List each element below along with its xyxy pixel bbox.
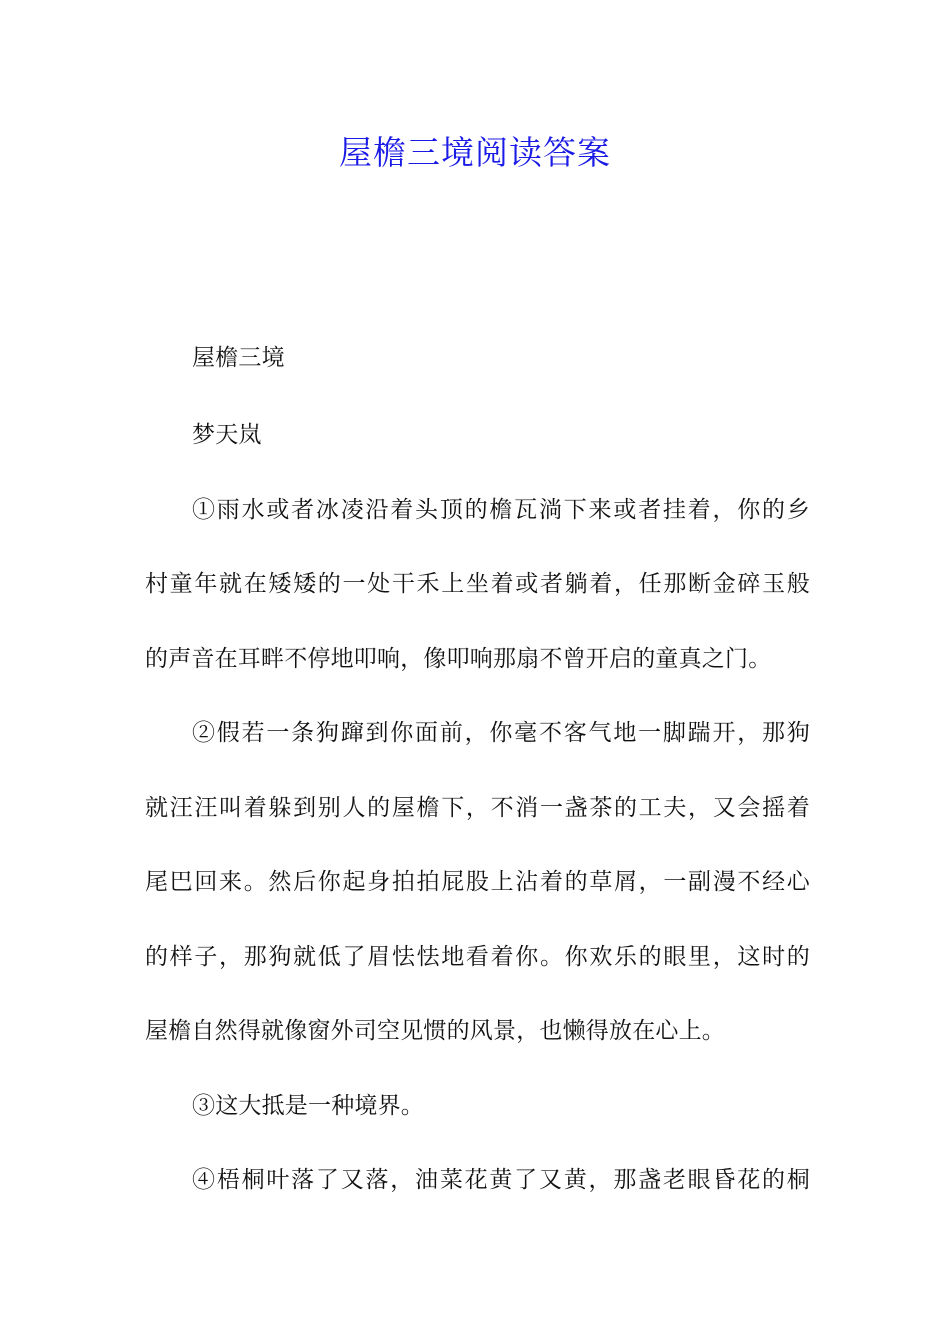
essay-title: 屋檐三境 — [192, 345, 285, 371]
paragraph-2-line-2: 就汪汪叫着躲到别人的屋檐下，不消一盏茶的工夫，又会摇着 — [145, 795, 810, 821]
paragraph-2-line-1: ②假若一条狗蹿到你面前，你毫不客气地一脚踹开，那狗 — [192, 720, 810, 746]
paragraph-4-line-1: ④梧桐叶落了又落，油菜花黄了又黄，那盏老眼昏花的桐 — [192, 1167, 810, 1193]
paragraph-2-line-3: 尾巴回来。然后你起身拍拍屁股上沾着的草屑，一副漫不经心 — [145, 869, 810, 895]
paragraph-2-line-5: 屋檐自然得就像窗外司空见惯的风景，也懒得放在心上。 — [145, 1018, 725, 1044]
document-title: 屋檐三境阅读答案 — [339, 133, 611, 172]
paragraph-1-line-3: 的声音在耳畔不停地叩响，像叩响那扇不曾开启的童真之门。 — [145, 646, 772, 672]
paragraph-2-line-4: 的样子，那狗就低了眉怯怯地看着你。你欢乐的眼里，这时的 — [145, 944, 810, 970]
paragraph-1-line-2: 村童年就在矮矮的一处干禾上坐着或者躺着，任那断金碎玉般 — [145, 571, 810, 597]
essay-author: 梦天岚 — [192, 422, 262, 448]
paragraph-3-line-1: ③这大抵是一种境界。 — [192, 1093, 424, 1119]
paragraph-1-line-1: ①雨水或者冰凌沿着头顶的檐瓦淌下来或者挂着，你的乡 — [192, 497, 810, 523]
